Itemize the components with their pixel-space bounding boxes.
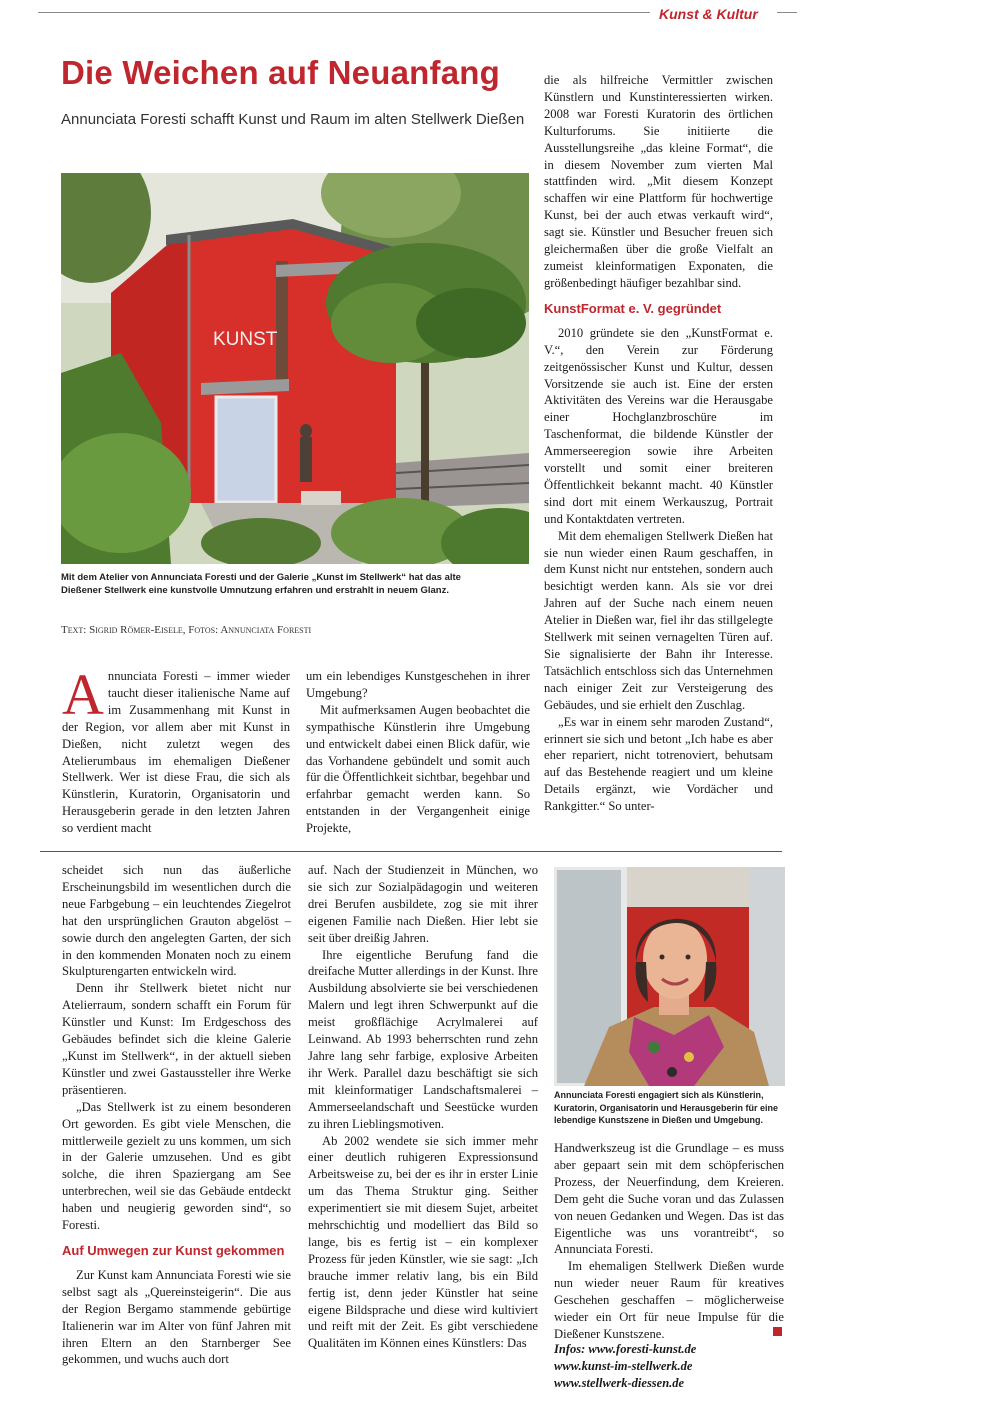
header-rule-left [38, 12, 650, 13]
intro-column [62, 662, 290, 837]
info-link-foresti[interactable]: Infos: www.foresti-kunst.de [554, 1342, 697, 1356]
intro-text: nnunciata Foresti – immer wieder taucht dieser italienische Name auf im Zusammenhang mit Kunst in der Region, vor allem aber mit Kunst in Dießen, nicht zuletzt wegen des Atelierumbaus im ehemaligen Dießener Stellwerk. Wer ist diese Frau, die sich als Künstlerin, Kuratorin, Organisatorin und Herausgeberin gerade in den letzten Jahren so verdient macht [62, 669, 290, 836]
article-subtitle: Annunciata Foresti schafft Kunst und Raum im alten Stellwerk Dießen [61, 111, 525, 128]
paragraph: die als hilfreiche Vermittler zwischen Künstlern und Kunstinteressierten wirken. 2008 war Foresti Kuratorin des örtlichen Kulturforums. Sie initiierte die Ausstellungsreihe „das kleine Format“, die in diesem November zum vierten Mal stattfinden wird. „Mit diesem Konzept schaffen wir eine Plattform für hochwertige Kunst, bei der auch etwas verkauft wird“, sagt sie. Künstler und Besucher freuen sich gleichermaßen über die große Vielfalt an zumeist kleinformatigen Exponaten, die größenbedingt häufiger bezahlbar sind. [544, 73, 773, 290]
paragraph: 2010 gründete sie den „KunstFormat e. V.“, den Verein zur Förderung zeitgenössischer Kunst und Kultur, dessen Vorsitzende sie auch ist. Eine der ersten Aktivitäten des Vereins war die Herausgabe einer Hochglanzbroschüre im Taschenformat, die bildende Künstler der Ammerseeregion sowie ihre Arbeiten vorstellt und somit einer breiteren Öffentlichkeit bekannt macht. 40 Künstler sind dort mit einem Werkauszug, Portrait und Kontaktdaten vertreten. [544, 325, 773, 526]
photo1-caption: Mit dem Atelier von Annunciata Foresti und der Galerie „Kunst im Stellwerk“ hat das alte Dießener Stellwerk eine kunstvolle Umnutzung erfahren und erstrahlt in neuem Glanz. [61, 572, 461, 596]
subheading-umwegen: Auf Umwegen zur Kunst gekommen [62, 1242, 285, 1258]
paragraph: Handwerkszeug ist die Grundlage – es muss aber gepaart sein mit dem schöpferischen Prozess, der Neuerfindung, dem Kreieren. Dem geht die Suche voran und das Zulassen von neuen Gedanken und Wegen. Das ist das Eigentliche was uns vorantreibt“, so Annunciata Foresti. [554, 1141, 784, 1257]
paragraph: auf. Nach der Studienzeit in München, wo sie sich zur Sozialpädagogin und weiteren drei Berufen ausbildete, zog sie mit ihrer eigenen Familie nach Dießen. Hier lebt sie seit über dreißig Jahren. [308, 863, 538, 945]
paragraph: Denn ihr Stellwerk bietet nicht nur Atelierraum, sondern schafft ein Forum für Künstler und Kunst: Im Erdgeschoss des Gebäudes befindet sich die kleine Galerie „Kunst im Stellwerk“, in der aktuell sieben Künstler und zwei Gastaussteller ihre Werke präsentieren. [62, 981, 291, 1097]
bottom-column-1 [62, 862, 291, 1368]
stellwerk-photo [61, 173, 529, 564]
svg-text:KUNST: KUNST [213, 329, 278, 350]
dropcap-letter: A [62, 662, 104, 727]
paragraph: um ein lebendiges Kunstgeschehen in ihrer Umgebung? [306, 669, 530, 700]
bottom-column-2 [308, 862, 538, 1352]
paragraph: Zur Kunst kam Annunciata Foresti wie sie selbst sagt als „Quereinsteigerin“. Die aus der Region Bergamo stammende gebürtige Italienerin war im Alter von fünf Jahren mit ihren Eltern an den Starnberger See gekommen, und wuchs auch dort [62, 1267, 291, 1367]
right-column [544, 72, 773, 815]
end-mark [773, 1327, 782, 1336]
paragraph: Ab 2002 wendete sie sich immer mehr einer deutlich ruhigeren Expressionsund Arbeitsweise zu, bei der es ihr in erster Linie um das Thema Struktur ging. Seither experimentiert sie mit diesem Sujet, arbeitet mehrschichtig und modelliert das Bild so lange, bis es fertig ist – ein komplexer Prozess für jeden Künstler, wie sie sagt: „Ich brauche immer relativ lang, bis ein Bild fertig ist, denn jeder Künstler hat seine eigene Bildsprache und diese wird kultiviert und reift mit der Zeit. Es gibt verschiedene Qualitäten im Können eines Künstlers: Das [308, 1133, 538, 1351]
header-rule-right [777, 12, 797, 13]
section-divider [40, 851, 782, 852]
photo2-caption: Annunciata Foresti engagiert sich als Künstlerin, Kuratorin, Organisatorin und Herausgeberin für eine lebendige Kunstszene in Dießen und Umgebung. [554, 1090, 779, 1125]
article-title: Die Weichen auf Neuanfang [61, 54, 500, 91]
top-column-2 [306, 668, 530, 837]
paragraph: „Das Stellwerk ist zu einem besonderen Ort geworden. Es gibt viele Menschen, die mittlerweile gezielt zu uns kommen, um sich in der Galerie umzusehen. Und es gibt solche, die ihren Spaziergang am See unterbrechen, weil sie das Gebäude entdeckt haben und neugierig geworden sind“, so Foresti. [62, 1099, 291, 1233]
subheading-kunstformat: KunstFormat e. V. gegründet [544, 300, 722, 316]
info-link-stellwerk-kunst[interactable]: www.kunst-im-stellwerk.de [554, 1359, 693, 1373]
paragraph: Mit dem ehemaligen Stellwerk Dießen hat sie nun wieder einen Raum geschaffen, in dem Kunst nicht nur entstehen, sondern auch besichtigt werden kann. Als sie vor drei Jahren auf der Suche nach einem neuen Atelier in Dießen war, fiel ihr das stillgelegte Stellwerk mit seinen vernagelten Türen auf. Sie signalisierte der Bahn ihr Interesse. Tatsächlich entschloss sich das Unternehmen nach einiger Zeit zur Versteigerung des Gebäudes, und sie erhielt den Zuschlag. [544, 528, 773, 712]
paragraph: „Es war in einem sehr maroden Zustand“, erinnert sie sich und betont „Ich habe es aber eher repariert, nicht totrenoviert, behutsam auf das Bestehende reagiert und um kleine Details ergänzt, wie Vordächer und Rankgitter.“ So unter- [544, 714, 773, 814]
paragraph: scheidet sich nun das äußerliche Erscheinungsbild im wesentlichen durch die neue Farbgebung – ein leuchtendes Ziegelrot hat den ursprünglichen Grauton abgelöst – sowie durch den angelegten Garten, der sich in den kommenden Monaten noch zu einem Skulpturengarten entwickeln wird. [62, 863, 291, 979]
photo-credit: Text: Sigrid Römer-Eisele, Fotos: Annunciata Foresti [61, 624, 312, 636]
info-link-stellwerk-diessen[interactable]: www.stellwerk-diessen.de [554, 1376, 685, 1390]
portrait-photo [554, 867, 785, 1086]
paragraph: Ihre eigentliche Berufung fand die dreifache Mutter allerdings in der Kunst. Ihre Ausbildung absolvierte sie bei verschiedenen Malern und legt ihren Schwerpunkt auf die meist großflächige Acrylmalerei auf Leinwand. Ab 1993 beherrschten rund zehn Jahre lang sehr farbige, explosive Arbeiten ihr Werk. Parallel dazu beschäftigt sie sich mit kleinformatiger Landschaftsmalerei – Ammerseelandschaft und Seestücke wurden zu ihren Lieblingsmotiven. [308, 947, 538, 1131]
paragraph: Im ehemaligen Stellwerk Dießen wurde nun wieder neuer Raum für kreatives Geschehen geschaffen – möglicherweise wieder ein Ort für neue Impulse für die Dießener Kunstszene. [554, 1259, 784, 1341]
bottom-column-3 [554, 1140, 784, 1343]
section-label: Kunst & Kultur [659, 6, 758, 22]
paragraph: Mit aufmerksamen Augen beobachtet die sympathische Künstlerin ihre Umgebung und entwickelt dabei einen Blick dafür, wie das Vorhandene gebündelt und somit auch für die Öffentlichkeit sichtbar, begehbar und erfahrbar gemacht werden kann. So entstanden in der Vergangenheit einige Projekte, [306, 702, 530, 836]
